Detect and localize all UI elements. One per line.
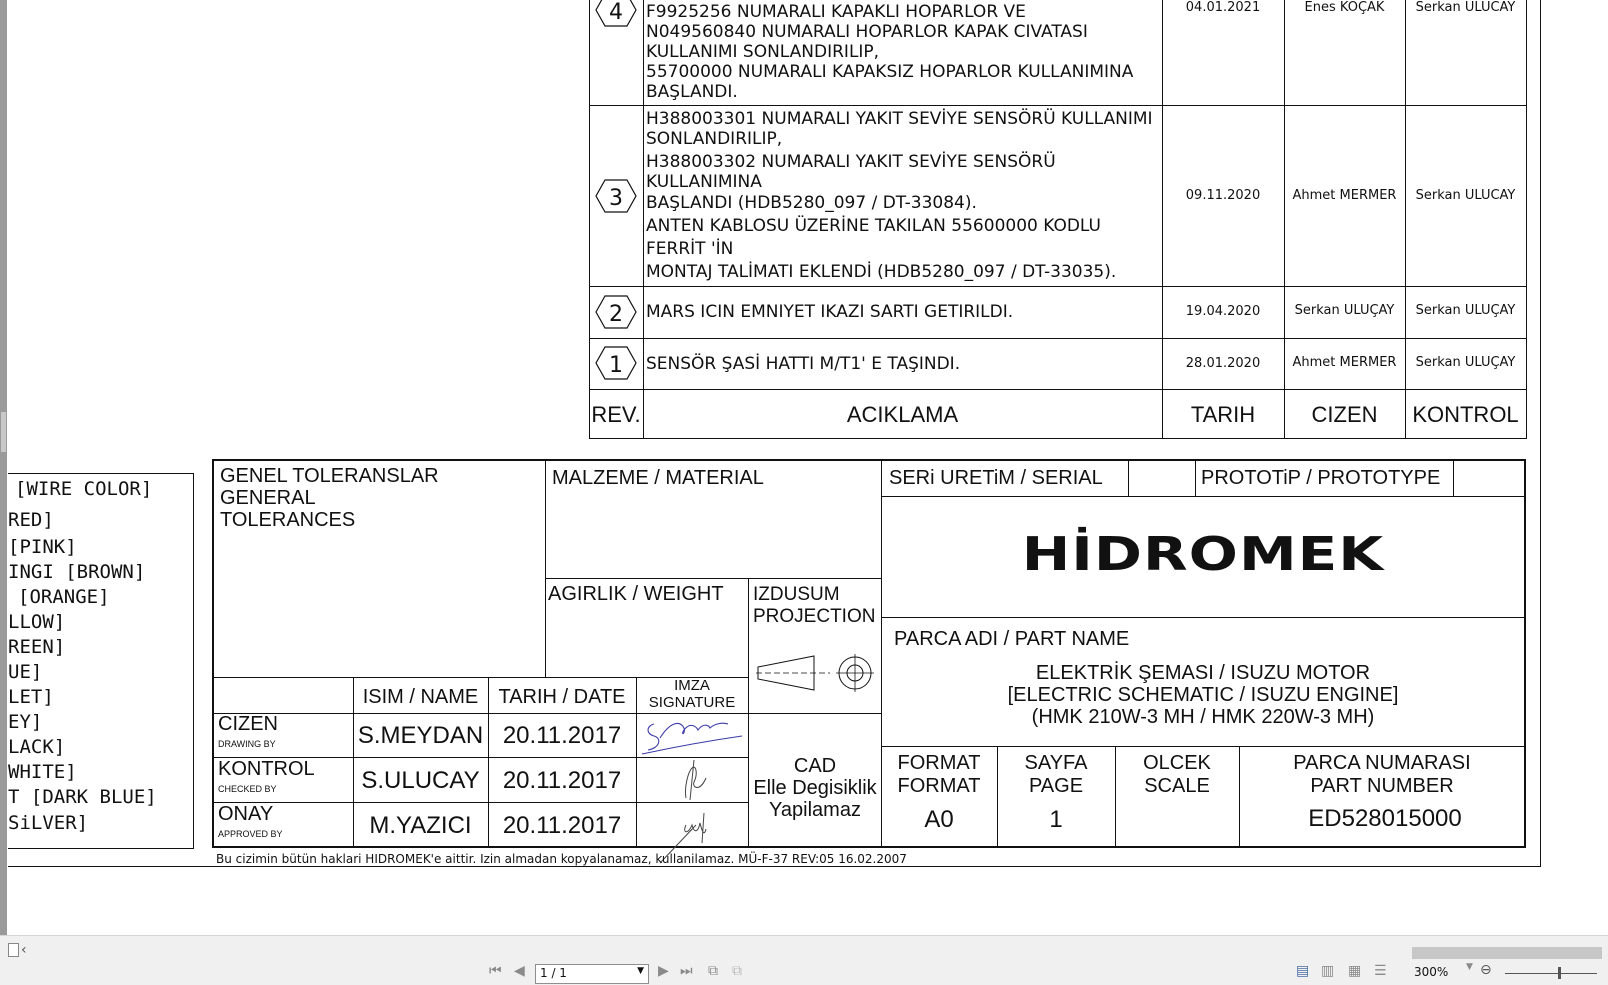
revision-checked-by: Serkan ULUCAY — [1415, 188, 1516, 203]
revision-description-line: H388003302 NUMARALI YAKIT SEVİYE SENSÖRÜ — [646, 152, 1056, 172]
revision-description-line: BAŞLANDI. — [646, 82, 738, 102]
revision-description-line: KULLANIMINA — [646, 172, 762, 192]
wire-color-item: RED] — [8, 509, 54, 531]
signature-checked-by — [660, 758, 740, 802]
left-panel-edge[interactable] — [0, 0, 7, 935]
revision-date: 09.11.2020 — [1185, 188, 1261, 203]
tolerances-label: GENEL TOLERANSLAR GENERAL TOLERANCES — [220, 465, 439, 531]
horizontal-scrollbar-thumb[interactable] — [1412, 947, 1602, 959]
revision-date: 28.01.2020 — [1185, 356, 1261, 371]
drawing-border-right — [1540, 0, 1541, 867]
status-bar — [0, 935, 1608, 985]
signature-column-header: IMZA SIGNATURE — [648, 677, 736, 711]
page-selector-value: 1 / 1 — [540, 966, 567, 980]
svg-text:1: 1 — [609, 353, 623, 378]
next-page-icon[interactable]: ▶ — [658, 963, 669, 979]
revision-description-line: H388003301 NUMARALI YAKIT SEVİYE SENSÖRÜ KULLANIMI — [646, 109, 1153, 129]
revision-drawn-by: Serkan ULUÇAY — [1294, 303, 1395, 318]
sign-date: 20.11.2017 — [502, 812, 622, 839]
role-label: CIZEN — [218, 713, 278, 735]
panel-toggle-icon[interactable] — [8, 943, 19, 957]
wire-color-item: [ORANGE] — [18, 586, 110, 608]
revision-description-line: ANTEN KABLOSU ÜZERİNE TAKILAN 55600000 KODLU — [646, 216, 1101, 236]
format-value: A0 — [924, 806, 954, 833]
revision-description-line: SENSÖR ŞASİ HATTI M/T1' E TAŞINDI. — [646, 354, 961, 374]
last-page-icon[interactable]: ⏭ — [680, 963, 693, 979]
checked-header: KONTROL — [1412, 402, 1519, 427]
date-header: TARIH — [1190, 402, 1256, 427]
wire-color-item: REEN] — [8, 636, 66, 658]
fit-view-icon[interactable]: ☰ — [1374, 963, 1387, 979]
revision-drawn-by: Ahmet MERMER — [1292, 188, 1397, 203]
revision-description-line: BAŞLANDI (HDB5280_097 / DT-33084). — [646, 193, 977, 213]
chevron-down-icon: ▼ — [637, 966, 644, 976]
zoom-out-icon[interactable]: ⊖ — [1480, 962, 1492, 978]
svg-text:3: 3 — [609, 186, 623, 211]
paste-page-icon[interactable]: ⧉ — [732, 963, 742, 979]
zoom-slider-thumb[interactable] — [1558, 967, 1561, 979]
name-column-header: ISIM / NAME — [362, 686, 479, 708]
sign-date: 20.11.2017 — [502, 767, 622, 794]
role-label: KONTROL — [218, 758, 315, 780]
left-panel-grip[interactable] — [1, 412, 6, 452]
role-sublabel: APPROVED BY — [218, 829, 283, 839]
revision-checked-by: Serkan ULUÇAY — [1415, 355, 1516, 370]
wire-color-item: UE] — [8, 661, 43, 683]
revision-description-line: F9925256 NUMARALI KAPAKLI HOPARLOR VE — [646, 2, 1026, 22]
wire-color-item: LET] — [8, 686, 54, 708]
first-page-icon[interactable]: ⏮ — [489, 963, 502, 979]
revision-description-line: MONTAJ TALİMATI EKLENDİ (HDB5280_097 / DT-33035). — [646, 262, 1117, 282]
drawing-border-bottom — [8, 866, 1541, 867]
projection-label: IZDUSUM PROJECTION — [753, 584, 876, 627]
part-name-label: PARCA ADI / PART NAME — [894, 628, 1130, 650]
prototype-label: PROTOTiP / PROTOTYPE — [1201, 467, 1441, 489]
wire-color-item: [WIRE COLOR] — [15, 478, 153, 500]
continuous-view-icon[interactable]: ▥ — [1321, 963, 1335, 979]
revision-number-badge — [595, 295, 637, 329]
revision-drawn-by: Ahmet MERMER — [1292, 355, 1397, 370]
part-number-label: PARCA NUMARASI PART NUMBER — [1293, 752, 1471, 797]
wire-color-item: SiLVER] — [8, 812, 89, 834]
revision-date: 04.01.2021 — [1185, 0, 1261, 15]
part-name: ELEKTRİK ŞEMASI / ISUZU MOTOR [ELECTRIC SCHEMATIC / ISUZU ENGINE] (HMK 210W-3 MH / HMK 220W-3 MH) — [1007, 662, 1399, 728]
svg-text:2: 2 — [609, 302, 623, 327]
revision-description-line: MARS ICIN EMNIYET IKAZI SARTI GETIRILDI. — [646, 302, 1014, 322]
page-value: 1 — [1049, 806, 1063, 833]
wire-color-item: LLOW] — [8, 611, 66, 633]
previous-page-icon[interactable]: ◀ — [514, 963, 525, 979]
role-label: ONAY — [218, 803, 274, 825]
wire-color-item: WHITE] — [8, 761, 77, 783]
revision-checked-by: Serkan ULUCAY — [1415, 0, 1516, 15]
serial-label: SERi URETiM / SERIAL — [889, 467, 1103, 489]
person-name: M.YAZICI — [369, 812, 472, 839]
revision-description-line: FERRİT 'İN — [646, 239, 734, 259]
part-number: ED528015000 — [1308, 805, 1462, 832]
revision-number-badge — [595, 0, 637, 27]
wire-color-item: [PINK] — [8, 536, 77, 558]
drawn-header: CIZEN — [1311, 402, 1378, 427]
revision-description-line: 55700000 NUMARALI KAPAKSIZ HOPARLOR KULLANIMINA — [646, 62, 1134, 82]
rev-header: REV. — [591, 402, 641, 427]
description-header: ACIKLAMA — [846, 402, 959, 427]
wire-color-item: INGI [BROWN] — [8, 561, 146, 583]
sign-date: 20.11.2017 — [502, 722, 622, 749]
person-name: S.MEYDAN — [357, 722, 484, 749]
material-label: MALZEME / MATERIAL — [552, 467, 764, 489]
person-name: S.ULUCAY — [361, 767, 480, 794]
copy-page-icon[interactable]: ⧉ — [708, 963, 718, 979]
third-angle-projection-symbol — [756, 650, 876, 696]
scroll-left-icon[interactable]: ‹ — [21, 942, 27, 958]
cad-note: CAD Elle Degisiklik Yapilamaz — [753, 755, 877, 821]
page-selector[interactable] — [535, 964, 649, 984]
scale-label: OLCEK SCALE — [1143, 752, 1211, 797]
copyright-notice: Bu cizimin bütün haklari HIDROMEK'e aittir. Izin almadan kopyalanamaz, kullanilamaz. MÜ-F-37 REV:05 16.02.2007 — [216, 852, 907, 866]
hidromek-logo: HİDROMEK — [1021, 526, 1385, 582]
date-column-header: TARIH / DATE — [498, 686, 626, 708]
revision-checked-by: Serkan ULUÇAY — [1415, 303, 1516, 318]
revision-number-badge — [595, 346, 637, 380]
zoom-slider-track[interactable] — [1505, 973, 1597, 974]
weight-label: AGIRLIK / WEIGHT — [548, 583, 724, 605]
wire-color-item: EY] — [8, 711, 43, 733]
revision-drawn-by: Enes KOÇAK — [1304, 0, 1385, 15]
wire-color-item: LACK] — [8, 736, 66, 758]
revision-description-line: SONLANDIRILIP, — [646, 129, 783, 149]
role-sublabel: CHECKED BY — [218, 784, 277, 794]
single-page-view-icon[interactable]: ▤ — [1296, 963, 1310, 979]
role-sublabel: DRAWING BY — [218, 739, 276, 749]
revision-description-line: N049560840 NUMARALI HOPARLOR KAPAK CIVATASI — [646, 22, 1088, 42]
zoom-level[interactable]: 300% — [1414, 965, 1449, 979]
svg-text:4: 4 — [609, 0, 623, 25]
two-page-view-icon[interactable]: ▦ — [1348, 963, 1362, 979]
format-label: FORMAT FORMAT — [897, 752, 981, 797]
revision-number-badge — [595, 179, 637, 213]
revision-description-line: KULLANIMI SONLANDIRILIP, — [646, 42, 880, 62]
page-label: SAYFA PAGE — [1024, 752, 1088, 797]
signature-drawing-by — [640, 716, 746, 756]
zoom-dropdown-icon[interactable]: ▼ — [1466, 962, 1473, 972]
revision-date: 19.04.2020 — [1185, 304, 1261, 319]
wire-color-item: T [DARK BLUE] — [8, 786, 157, 808]
